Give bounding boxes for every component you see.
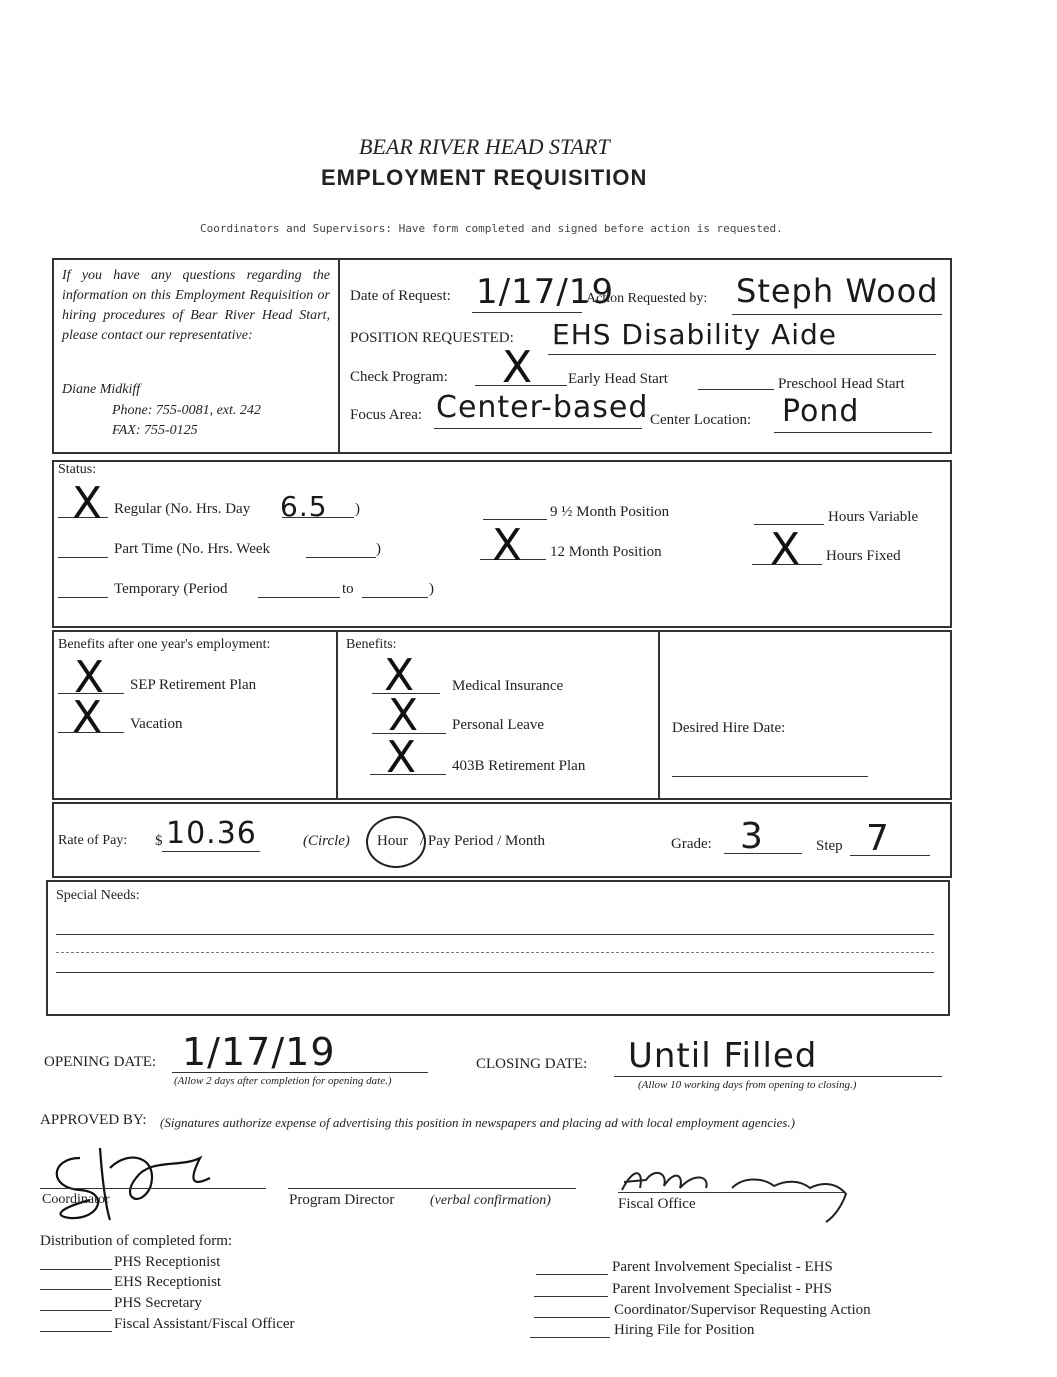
hour-option[interactable]: Hour	[377, 833, 408, 849]
step-value[interactable]: 7	[866, 818, 890, 859]
benefits-divider-2	[658, 632, 660, 798]
date-of-request-line	[472, 312, 582, 313]
benefits-divider-1	[336, 632, 338, 798]
temporary-label: Temporary (Period	[114, 581, 228, 597]
retirement403-label: 403B Retirement Plan	[452, 758, 586, 774]
contact-phone: Phone: 755-0081, ext. 242	[112, 403, 261, 418]
opening-date-value[interactable]: 1/17/19	[182, 1030, 336, 1074]
retirement403-checkmark[interactable]: X	[386, 732, 417, 783]
temporary-to-label: to	[342, 581, 354, 597]
dist-right-line-1[interactable]	[534, 1296, 608, 1297]
dist-left-line-0[interactable]	[40, 1269, 112, 1270]
early-head-start-label: Early Head Start	[568, 371, 668, 387]
closing-date-note: (Allow 10 working days from opening to closing.)	[638, 1079, 857, 1091]
dist-right-item: Parent Involvement Specialist - EHS	[612, 1259, 833, 1275]
nine-month-label: 9 ½ Month Position	[550, 504, 670, 520]
twelve-month-label: 12 Month Position	[550, 544, 662, 560]
fiscal-office-label: Fiscal Office	[618, 1196, 696, 1212]
hours-variable-label: Hours Variable	[828, 509, 919, 525]
sep-label: SEP Retirement Plan	[130, 677, 257, 693]
dist-right-item: Parent Involvement Specialist - PHS	[612, 1281, 832, 1297]
closing-date-line	[614, 1076, 942, 1077]
dist-right-line-2[interactable]	[534, 1317, 610, 1318]
regular-close-paren: )	[355, 501, 360, 517]
opening-date-note: (Allow 2 days after completion for opening date.)	[174, 1075, 392, 1087]
coordinator-line	[40, 1188, 266, 1189]
form-instruction: Coordinators and Supervisors: Have form completed and signed before action is requested.	[200, 222, 783, 235]
medical-checkmark[interactable]: X	[384, 650, 415, 701]
sep-checkmark[interactable]: X	[74, 652, 105, 703]
benefits-after-year-label: Benefits after one year's employment:	[58, 637, 271, 652]
pay-period-month-options[interactable]: / Pay Period / Month	[420, 833, 546, 849]
dist-left-line-2[interactable]	[40, 1310, 112, 1311]
fiscal-office-line	[618, 1192, 844, 1193]
center-location-label: Center Location:	[650, 412, 752, 428]
step-label: Step	[816, 838, 843, 854]
rate-of-pay-line	[162, 851, 260, 852]
focus-area-label: Focus Area:	[350, 407, 423, 423]
benefits-label: Benefits:	[346, 637, 397, 652]
action-requested-line	[732, 314, 942, 315]
dist-right-item: Hiring File for Position	[614, 1322, 755, 1338]
rate-of-pay-value[interactable]: 10.36	[166, 816, 257, 851]
preschool-head-start-label: Preschool Head Start	[778, 376, 905, 392]
center-location-line	[774, 432, 932, 433]
part-time-hours-line[interactable]	[306, 557, 376, 558]
desired-hire-date-label: Desired Hire Date:	[672, 720, 786, 736]
closing-date-label: CLOSING DATE:	[476, 1056, 588, 1072]
dist-left-item: PHS Secretary	[114, 1295, 202, 1311]
dist-right-item: Coordinator/Supervisor Requesting Action	[614, 1302, 871, 1318]
grade-value[interactable]: 3	[740, 816, 764, 857]
dist-right-line-3[interactable]	[530, 1337, 610, 1338]
approved-by-note: (Signatures authorize expense of advertising this position in newspapers and placing ad with local employment agencies.)	[160, 1115, 795, 1130]
contact-name: Diane Midkiff	[62, 382, 141, 397]
medical-label: Medical Insurance	[452, 678, 564, 694]
org-name: BEAR RIVER HEAD START	[359, 134, 610, 159]
coordinator-label: Coordinator	[42, 1192, 110, 1207]
closing-date-value[interactable]: Until Filled	[628, 1036, 818, 1076]
temporary-to-line[interactable]	[362, 597, 428, 598]
temporary-close-paren: )	[429, 581, 434, 597]
approved-by-label: APPROVED BY:	[40, 1112, 147, 1128]
distribution-label: Distribution of completed form:	[40, 1233, 233, 1249]
action-requested-label: Action Requested by:	[586, 291, 708, 306]
hours-fixed-checkmark[interactable]: X	[770, 524, 801, 575]
date-of-request-label: Date of Request:	[350, 288, 451, 304]
dollar-sign: $	[155, 833, 163, 849]
focus-area-value[interactable]: Center-based	[436, 390, 649, 425]
part-time-line[interactable]	[58, 557, 108, 558]
dist-left-item: EHS Receptionist	[114, 1274, 222, 1290]
dist-left-item: Fiscal Assistant/Fiscal Officer	[114, 1316, 295, 1332]
hours-fixed-label: Hours Fixed	[826, 548, 901, 564]
regular-label: Regular (No. Hrs. Day	[114, 501, 251, 517]
dist-left-line-3[interactable]	[40, 1331, 112, 1332]
special-needs-section	[46, 880, 950, 1016]
dist-left-item: PHS Receptionist	[114, 1254, 221, 1270]
program-director-line[interactable]	[288, 1188, 576, 1189]
desired-hire-date-line[interactable]	[672, 776, 868, 777]
center-location-value[interactable]: Pond	[782, 394, 860, 429]
contact-fax: FAX: 755-0125	[112, 423, 198, 438]
regular-hours-value[interactable]: 6.5	[280, 490, 328, 523]
temporary-from-line[interactable]	[258, 597, 340, 598]
preschool-head-start-line[interactable]	[698, 389, 774, 390]
temporary-line[interactable]	[58, 597, 108, 598]
special-needs-label: Special Needs:	[56, 888, 140, 903]
position-requested-line	[548, 354, 936, 355]
part-time-label: Part Time (No. Hrs. Week	[114, 541, 271, 557]
position-requested-label: POSITION REQUESTED:	[350, 330, 514, 346]
date-of-request-value[interactable]: 1/17/19	[476, 272, 615, 312]
vacation-label: Vacation	[130, 716, 183, 732]
fiscal-office-signature[interactable]	[614, 1160, 864, 1226]
vacation-checkmark[interactable]: X	[72, 692, 103, 743]
twelve-month-checkmark[interactable]: X	[492, 520, 523, 571]
action-requested-value[interactable]: Steph Wood	[736, 272, 939, 310]
step-line	[850, 855, 930, 856]
special-needs-line-2	[56, 952, 934, 953]
opening-date-label: OPENING DATE:	[44, 1054, 157, 1070]
section-divider	[338, 260, 340, 452]
part-time-close-paren: )	[376, 541, 381, 557]
grade-label: Grade:	[671, 836, 712, 852]
dist-right-line-0[interactable]	[536, 1274, 608, 1275]
personal-checkmark[interactable]: X	[388, 690, 419, 741]
personal-label: Personal Leave	[452, 717, 545, 733]
dist-left-line-1[interactable]	[40, 1289, 112, 1290]
contact-info-text: If you have any questions regarding the information on this Employment Requisition or hiring procedures of Bear River Head Start, please contact our representative:	[62, 268, 330, 343]
circle-label: (Circle)	[303, 833, 350, 849]
early-head-start-checkmark[interactable]: X	[502, 342, 533, 393]
rate-of-pay-label: Rate of Pay:	[58, 833, 128, 848]
special-needs-line-3[interactable]	[56, 972, 934, 973]
verbal-confirmation-note: (verbal confirmation)	[430, 1193, 551, 1208]
special-needs-line-1[interactable]	[56, 934, 934, 935]
regular-checkmark[interactable]: X	[72, 478, 103, 529]
program-director-label: Program Director	[289, 1192, 395, 1208]
status-label: Status:	[58, 462, 97, 477]
coordinator-signature[interactable]	[40, 1128, 230, 1228]
position-requested-value[interactable]: EHS Disability Aide	[552, 318, 837, 351]
form-title: EMPLOYMENT REQUISITION	[321, 165, 648, 190]
focus-area-line	[434, 428, 642, 429]
check-program-label: Check Program:	[350, 369, 448, 385]
